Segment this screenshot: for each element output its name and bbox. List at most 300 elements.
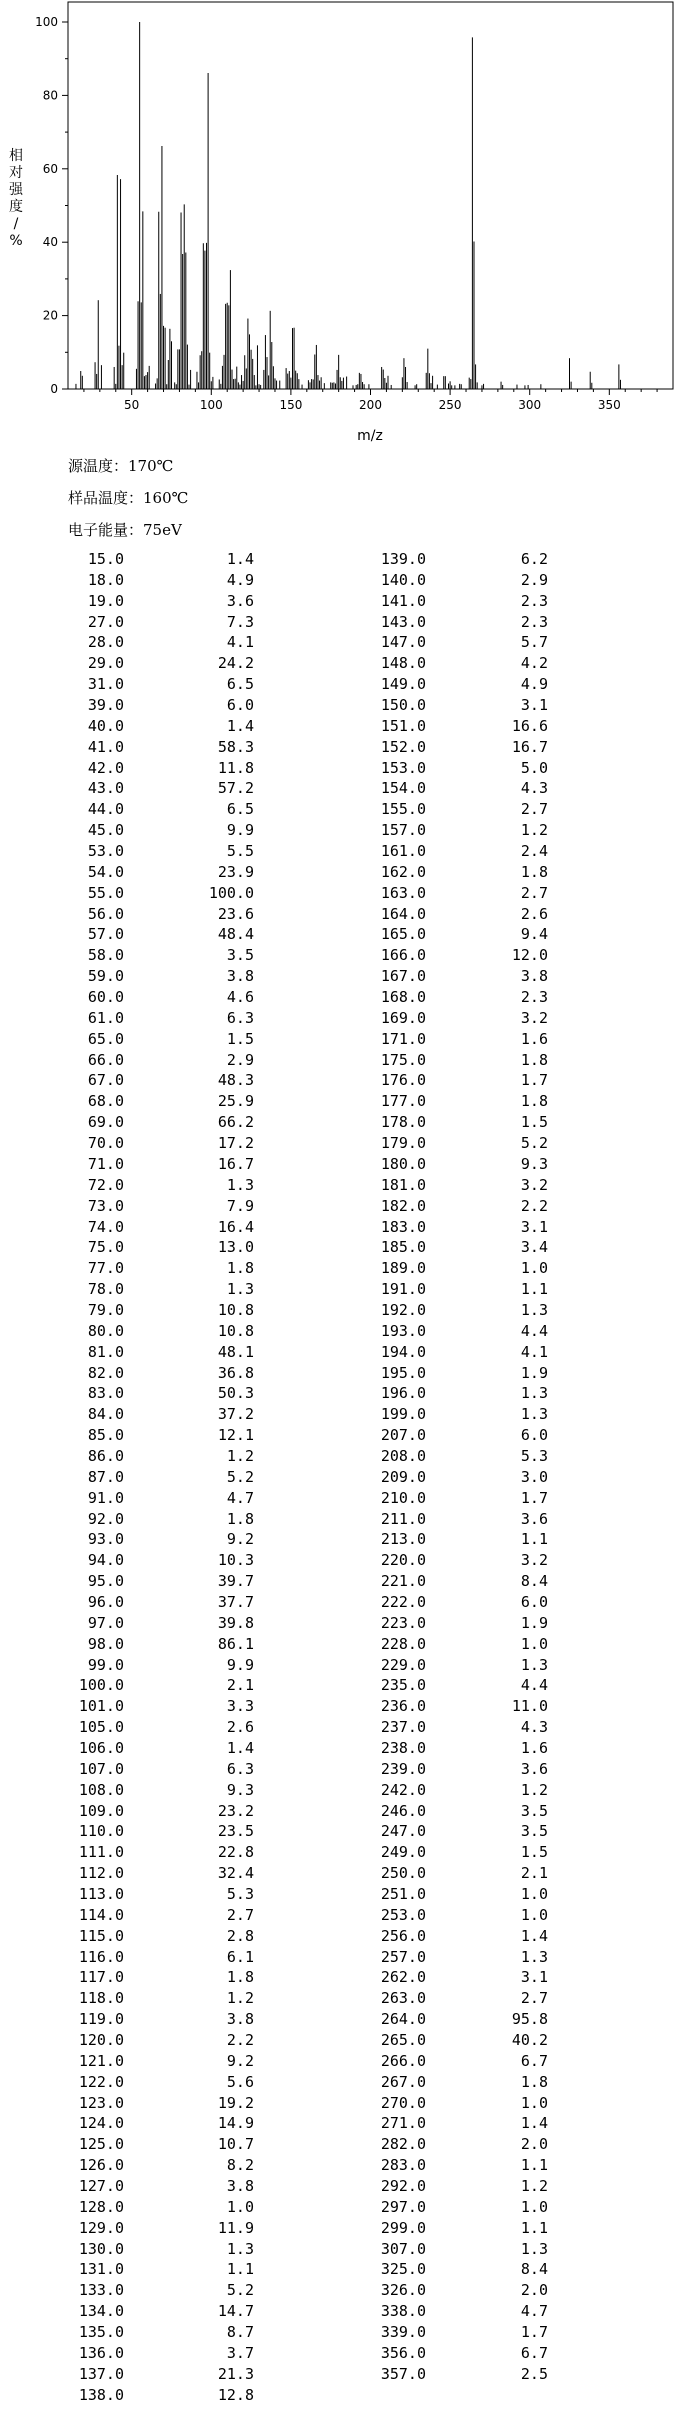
- mz-value: 154.0: [380, 779, 426, 798]
- mz-value: 65.0: [87, 1029, 124, 1048]
- abundance-value: 8.7: [226, 2323, 254, 2342]
- x-tick-label: 300: [518, 398, 542, 412]
- mz-value: 265.0: [380, 2031, 426, 2050]
- x-tick-label: 250: [438, 398, 462, 412]
- abundance-value: 6.7: [520, 2051, 548, 2070]
- abundance-value: 17.2: [217, 1134, 254, 1153]
- mz-value: 70.0: [87, 1134, 124, 1153]
- abundance-value: 1.4: [520, 1926, 548, 1945]
- abundance-value: 9.3: [520, 1154, 548, 1173]
- abundance-value: 1.7: [520, 1488, 548, 1507]
- abundance-value: 16.4: [217, 1217, 254, 1236]
- y-tick-label: 100: [35, 15, 58, 29]
- x-tick-label: 50: [124, 398, 140, 412]
- abundance-value: 2.6: [226, 1718, 254, 1737]
- abundance-value: 1.3: [226, 1280, 254, 1299]
- mz-value: 123.0: [78, 2093, 124, 2112]
- mz-value: 130.0: [78, 2239, 124, 2258]
- abundance-value: 1.7: [520, 1071, 548, 1090]
- mz-value: 100.0: [78, 1676, 124, 1695]
- mz-value: 112.0: [78, 1864, 124, 1883]
- mz-value: 339.0: [380, 2323, 426, 2342]
- mz-value: 86.0: [87, 1446, 124, 1465]
- mz-value: 41.0: [87, 737, 124, 756]
- mz-value: 118.0: [78, 1989, 124, 2008]
- mz-value: 191.0: [380, 1280, 426, 1299]
- mz-value: 271.0: [380, 2114, 426, 2133]
- abundance-value: 1.3: [520, 1300, 548, 1319]
- abundance-value: 1.4: [226, 716, 254, 735]
- abundance-value: 4.1: [226, 633, 254, 652]
- abundance-value: 3.1: [520, 1217, 548, 1236]
- mz-value: 263.0: [380, 1989, 426, 2008]
- mz-value: 143.0: [380, 612, 426, 631]
- abundance-value: 3.2: [520, 1008, 548, 1027]
- mz-value: 31.0: [87, 675, 124, 694]
- abundance-value: 8.2: [226, 2156, 254, 2175]
- mz-value: 28.0: [87, 633, 124, 652]
- abundance-value: 7.9: [226, 1196, 254, 1215]
- abundance-value: 36.8: [217, 1363, 254, 1382]
- x-axis-ticks: [84, 389, 657, 412]
- mz-value: 282.0: [380, 2135, 426, 2154]
- abundance-value: 14.7: [217, 2302, 254, 2321]
- abundance-value: 3.6: [226, 591, 254, 610]
- abundance-value: 2.9: [520, 570, 548, 589]
- abundance-value: 1.9: [520, 1363, 548, 1382]
- mz-value: 185.0: [380, 1238, 426, 1257]
- abundance-value: 1.3: [520, 1405, 548, 1424]
- abundance-value: 100.0: [208, 883, 254, 902]
- abundance-value: 1.8: [226, 1968, 254, 1987]
- mz-value: 110.0: [78, 1822, 124, 1841]
- abundance-value: 4.4: [520, 1676, 548, 1695]
- abundance-value: 1.5: [520, 1843, 548, 1862]
- abundance-value: 16.7: [511, 737, 548, 756]
- mz-value: 60.0: [87, 988, 124, 1007]
- abundance-value: 39.8: [217, 1613, 254, 1632]
- mz-value: 57.0: [87, 925, 124, 944]
- abundance-value: 1.5: [226, 1029, 254, 1048]
- x-tick-label: 150: [279, 398, 303, 412]
- mz-value: 166.0: [380, 946, 426, 965]
- abundance-value: 23.9: [217, 862, 254, 881]
- abundance-value: 86.1: [217, 1634, 254, 1653]
- abundance-value: 5.7: [520, 633, 548, 652]
- abundance-value: 1.7: [520, 2323, 548, 2342]
- mz-value: 117.0: [78, 1968, 124, 1987]
- mz-value: 134.0: [78, 2302, 124, 2321]
- abundance-value: 2.1: [520, 1864, 548, 1883]
- abundance-value: 1.4: [520, 2114, 548, 2133]
- abundance-value: 95.8: [511, 2010, 548, 2029]
- mz-value: 136.0: [78, 2343, 124, 2362]
- abundance-value: 1.2: [226, 1446, 254, 1465]
- mz-value: 257.0: [380, 1947, 426, 1966]
- mz-value: 108.0: [78, 1780, 124, 1799]
- abundance-value: 2.0: [520, 2281, 548, 2300]
- abundance-value: 1.3: [520, 2239, 548, 2258]
- abundance-value: 1.1: [520, 2218, 548, 2237]
- abundance-value: 23.5: [217, 1822, 254, 1841]
- mz-value: 152.0: [380, 737, 426, 756]
- abundance-value: 2.0: [520, 2135, 548, 2154]
- mz-value: 106.0: [78, 1738, 124, 1757]
- abundance-value: 6.0: [520, 1592, 548, 1611]
- mz-value: 139.0: [380, 550, 426, 568]
- abundance-value: 23.2: [217, 1801, 254, 1820]
- mz-value: 19.0: [87, 591, 124, 610]
- abundance-value: 7.3: [226, 612, 254, 631]
- mz-value: 326.0: [380, 2281, 426, 2300]
- y-tick-label: 80: [42, 88, 58, 103]
- mz-value: 107.0: [78, 1759, 124, 1778]
- mz-value: 96.0: [87, 1592, 124, 1611]
- abundance-value: 2.3: [520, 591, 548, 610]
- abundance-value: 1.2: [520, 1780, 548, 1799]
- abundance-value: 5.2: [520, 1134, 548, 1153]
- x-tick-label: 350: [597, 398, 621, 412]
- abundance-value: 14.9: [217, 2114, 254, 2133]
- abundance-value: 4.7: [520, 2302, 548, 2321]
- abundance-value: 6.0: [520, 1426, 548, 1445]
- mz-value: 133.0: [78, 2281, 124, 2300]
- abundance-value: 3.8: [520, 967, 548, 986]
- abundance-value: 48.1: [217, 1342, 254, 1361]
- abundance-value: 6.7: [520, 2343, 548, 2362]
- mz-value: 119.0: [78, 2010, 124, 2029]
- abundance-value: 3.2: [520, 1551, 548, 1570]
- abundance-value: 1.0: [520, 1905, 548, 1924]
- mz-value: 193.0: [380, 1321, 426, 1340]
- abundance-value: 3.3: [226, 1697, 254, 1716]
- mz-value: 242.0: [380, 1780, 426, 1799]
- mz-value: 92.0: [87, 1509, 124, 1528]
- abundance-value: 2.8: [226, 1926, 254, 1945]
- mz-value: 220.0: [380, 1551, 426, 1570]
- abundance-value: 3.6: [520, 1509, 548, 1528]
- abundance-value: 4.3: [520, 779, 548, 798]
- abundance-value: 4.7: [226, 1488, 254, 1507]
- abundance-value: 1.3: [226, 1175, 254, 1194]
- mz-value: 95.0: [87, 1572, 124, 1591]
- mz-value: 181.0: [380, 1175, 426, 1194]
- abundance-value: 12.8: [217, 2385, 254, 2404]
- mz-value: 148.0: [380, 654, 426, 673]
- mz-value: 175.0: [380, 1050, 426, 1069]
- mz-value: 56.0: [87, 904, 124, 923]
- mz-value: 124.0: [78, 2114, 124, 2133]
- abundance-value: 32.4: [217, 1864, 254, 1883]
- abundance-value: 6.2: [520, 550, 548, 568]
- abundance-value: 2.5: [520, 2364, 548, 2383]
- mz-value: 111.0: [78, 1843, 124, 1862]
- mz-value: 157.0: [380, 821, 426, 840]
- abundance-value: 1.4: [226, 550, 254, 568]
- mz-value: 127.0: [78, 2177, 124, 2196]
- abundance-value: 1.5: [520, 1113, 548, 1132]
- mz-value: 249.0: [380, 1843, 426, 1862]
- abundance-value: 5.0: [520, 758, 548, 777]
- abundance-value: 1.6: [520, 1029, 548, 1048]
- mz-value: 223.0: [380, 1613, 426, 1632]
- abundance-value: 37.2: [217, 1405, 254, 1424]
- mz-value: 97.0: [87, 1613, 124, 1632]
- abundance-value: 1.3: [520, 1655, 548, 1674]
- mz-value: 78.0: [87, 1280, 124, 1299]
- abundance-value: 3.5: [520, 1801, 548, 1820]
- abundance-value: 4.3: [520, 1718, 548, 1737]
- mz-value: 299.0: [380, 2218, 426, 2237]
- mz-value: 151.0: [380, 716, 426, 735]
- abundance-value: 3.1: [520, 696, 548, 715]
- abundance-value: 9.3: [226, 1780, 254, 1799]
- abundance-value: 1.0: [520, 1259, 548, 1278]
- abundance-value: 9.4: [520, 925, 548, 944]
- mz-value: 246.0: [380, 1801, 426, 1820]
- mz-value: 180.0: [380, 1154, 426, 1173]
- mz-value: 149.0: [380, 675, 426, 694]
- mz-value: 93.0: [87, 1530, 124, 1549]
- mz-value: 211.0: [380, 1509, 426, 1528]
- mz-value: 207.0: [380, 1426, 426, 1445]
- abundance-value: 6.1: [226, 1947, 254, 1966]
- mz-value: 75.0: [87, 1238, 124, 1257]
- abundance-value: 8.4: [520, 1572, 548, 1591]
- abundance-value: 37.7: [217, 1592, 254, 1611]
- abundance-value: 1.8: [520, 2072, 548, 2091]
- mz-value: 247.0: [380, 1822, 426, 1841]
- abundance-value: 1.2: [520, 821, 548, 840]
- y-axis-title: 相对强度/ %: [9, 148, 23, 249]
- mz-value: 140.0: [380, 570, 426, 589]
- mz-value: 194.0: [380, 1342, 426, 1361]
- abundance-value: 5.5: [226, 842, 254, 861]
- y-tick-label: 40: [42, 235, 58, 250]
- mz-value: 178.0: [380, 1113, 426, 1132]
- abundance-value: 1.0: [520, 2197, 548, 2216]
- abundance-value: 10.8: [217, 1321, 254, 1340]
- abundance-value: 9.9: [226, 1655, 254, 1674]
- mz-value: 150.0: [380, 696, 426, 715]
- abundance-value: 19.2: [217, 2093, 254, 2112]
- mz-value: 44.0: [87, 800, 124, 819]
- mz-value: 81.0: [87, 1342, 124, 1361]
- sample-temperature: 样品温度：160℃: [68, 489, 189, 507]
- mz-value: 141.0: [380, 591, 426, 610]
- mz-value: 45.0: [87, 821, 124, 840]
- abundance-value: 16.6: [511, 716, 548, 735]
- mz-value: 116.0: [78, 1947, 124, 1966]
- mz-value: 256.0: [380, 1926, 426, 1945]
- mz-value: 221.0: [380, 1572, 426, 1591]
- mz-value: 131.0: [78, 2260, 124, 2279]
- abundance-value: 1.8: [226, 1259, 254, 1278]
- mz-value: 229.0: [380, 1655, 426, 1674]
- abundance-value: 22.8: [217, 1843, 254, 1862]
- mz-value: 114.0: [78, 1905, 124, 1924]
- abundance-value: 1.1: [520, 1530, 548, 1549]
- mz-value: 69.0: [87, 1113, 124, 1132]
- abundance-value: 6.5: [226, 800, 254, 819]
- abundance-value: 4.1: [520, 1342, 548, 1361]
- mz-value: 55.0: [87, 883, 124, 902]
- mz-value: 15.0: [87, 550, 124, 568]
- abundance-value: 2.1: [226, 1676, 254, 1695]
- abundance-value: 13.0: [217, 1238, 254, 1257]
- abundance-value: 10.3: [217, 1551, 254, 1570]
- abundance-value: 1.0: [520, 2093, 548, 2112]
- abundance-value: 2.6: [520, 904, 548, 923]
- abundance-value: 3.1: [520, 1968, 548, 1987]
- abundance-value: 48.3: [217, 1071, 254, 1090]
- abundance-value: 39.7: [217, 1572, 254, 1591]
- abundance-value: 1.1: [520, 2156, 548, 2175]
- mz-value: 101.0: [78, 1697, 124, 1716]
- abundance-value: 1.6: [520, 1738, 548, 1757]
- mz-value: 39.0: [87, 696, 124, 715]
- mz-value: 236.0: [380, 1697, 426, 1716]
- mz-value: 29.0: [87, 654, 124, 673]
- abundance-value: 1.8: [520, 1050, 548, 1069]
- abundance-value: 3.8: [226, 967, 254, 986]
- mz-value: 91.0: [87, 1488, 124, 1507]
- abundance-value: 8.4: [520, 2260, 548, 2279]
- abundance-value: 3.5: [520, 1822, 548, 1841]
- mz-value: 147.0: [380, 633, 426, 652]
- mz-value: 105.0: [78, 1718, 124, 1737]
- mz-value: 228.0: [380, 1634, 426, 1653]
- abundance-value: 1.0: [226, 2197, 254, 2216]
- mz-value: 61.0: [87, 1008, 124, 1027]
- abundance-value: 4.9: [520, 675, 548, 694]
- mz-value: 59.0: [87, 967, 124, 986]
- abundance-value: 3.8: [226, 2010, 254, 2029]
- mz-value: 297.0: [380, 2197, 426, 2216]
- abundance-value: 2.7: [226, 1905, 254, 1924]
- mz-value: 239.0: [380, 1759, 426, 1778]
- mz-value: 283.0: [380, 2156, 426, 2175]
- abundance-value: 11.0: [511, 1697, 548, 1716]
- mz-value: 199.0: [380, 1405, 426, 1424]
- mz-value: 189.0: [380, 1259, 426, 1278]
- abundance-value: 1.2: [226, 1989, 254, 2008]
- abundance-value: 12.1: [217, 1426, 254, 1445]
- mz-value: 82.0: [87, 1363, 124, 1382]
- peak-bars: [76, 22, 621, 389]
- mz-value: 43.0: [87, 779, 124, 798]
- abundance-value: 3.6: [520, 1759, 548, 1778]
- abundance-value: 1.0: [520, 1634, 548, 1653]
- abundance-value: 4.4: [520, 1321, 548, 1340]
- abundance-value: 1.0: [520, 1885, 548, 1903]
- abundance-value: 2.7: [520, 800, 548, 819]
- mz-value: 161.0: [380, 842, 426, 861]
- mz-value: 115.0: [78, 1926, 124, 1945]
- mz-value: 54.0: [87, 862, 124, 881]
- mz-value: 209.0: [380, 1467, 426, 1486]
- mz-value: 121.0: [78, 2051, 124, 2070]
- mz-value: 137.0: [78, 2364, 124, 2383]
- mz-value: 208.0: [380, 1446, 426, 1465]
- abundance-value: 2.3: [520, 612, 548, 631]
- mz-value: 40.0: [87, 716, 124, 735]
- abundance-value: 24.2: [217, 654, 254, 673]
- abundance-value: 5.2: [226, 1467, 254, 1486]
- mz-value: 169.0: [380, 1008, 426, 1027]
- abundance-value: 6.0: [226, 696, 254, 715]
- abundance-value: 3.0: [520, 1467, 548, 1486]
- x-tick-label: 200: [359, 398, 382, 412]
- mz-value: 53.0: [87, 842, 124, 861]
- abundance-value: 5.6: [226, 2072, 254, 2091]
- abundance-value: 9.9: [226, 821, 254, 840]
- abundance-value: 3.7: [226, 2343, 254, 2362]
- abundance-value: 6.3: [226, 1759, 254, 1778]
- abundance-value: 11.9: [217, 2218, 254, 2237]
- mz-value: 125.0: [78, 2135, 124, 2154]
- abundance-value: 11.8: [217, 758, 254, 777]
- abundance-value: 5.3: [520, 1446, 548, 1465]
- abundance-value: 2.2: [226, 2031, 254, 2050]
- abundance-value: 3.5: [226, 946, 254, 965]
- abundance-value: 2.3: [520, 988, 548, 1007]
- abundance-value: 50.3: [217, 1384, 254, 1403]
- mz-value: 80.0: [87, 1321, 124, 1340]
- mz-value: 213.0: [380, 1530, 426, 1549]
- mz-value: 266.0: [380, 2051, 426, 2070]
- mz-value: 177.0: [380, 1092, 426, 1111]
- mz-value: 66.0: [87, 1050, 124, 1069]
- mz-value: 167.0: [380, 967, 426, 986]
- mz-value: 183.0: [380, 1217, 426, 1236]
- abundance-value: 48.4: [217, 925, 254, 944]
- mz-value: 163.0: [380, 883, 426, 902]
- abundance-value: 9.2: [226, 1530, 254, 1549]
- mz-value: 292.0: [380, 2177, 426, 2196]
- mz-value: 18.0: [87, 570, 124, 589]
- mz-value: 176.0: [380, 1071, 426, 1090]
- mz-value: 325.0: [380, 2260, 426, 2279]
- mz-value: 120.0: [78, 2031, 124, 2050]
- abundance-value: 6.5: [226, 675, 254, 694]
- mz-value: 356.0: [380, 2343, 426, 2362]
- abundance-value: 21.3: [217, 2364, 254, 2383]
- mz-value: 267.0: [380, 2072, 426, 2091]
- mz-value: 264.0: [380, 2010, 426, 2029]
- mz-value: 155.0: [380, 800, 426, 819]
- mz-value: 79.0: [87, 1300, 124, 1319]
- abundance-value: 12.0: [511, 946, 548, 965]
- mz-value: 270.0: [380, 2093, 426, 2112]
- abundance-value: 1.8: [520, 1092, 548, 1111]
- mz-value: 262.0: [380, 1968, 426, 1987]
- mz-value: 171.0: [380, 1029, 426, 1048]
- mz-value: 222.0: [380, 1592, 426, 1611]
- abundance-value: 4.6: [226, 988, 254, 1007]
- mz-value: 68.0: [87, 1092, 124, 1111]
- abundance-value: 6.3: [226, 1008, 254, 1027]
- mz-value: 87.0: [87, 1467, 124, 1486]
- mz-value: 135.0: [78, 2323, 124, 2342]
- mz-value: 338.0: [380, 2302, 426, 2321]
- abundance-value: 10.8: [217, 1300, 254, 1319]
- mz-value: 126.0: [78, 2156, 124, 2175]
- mz-value: 94.0: [87, 1551, 124, 1570]
- mz-value: 179.0: [380, 1134, 426, 1153]
- mz-value: 253.0: [380, 1905, 426, 1924]
- mz-value: 210.0: [380, 1488, 426, 1507]
